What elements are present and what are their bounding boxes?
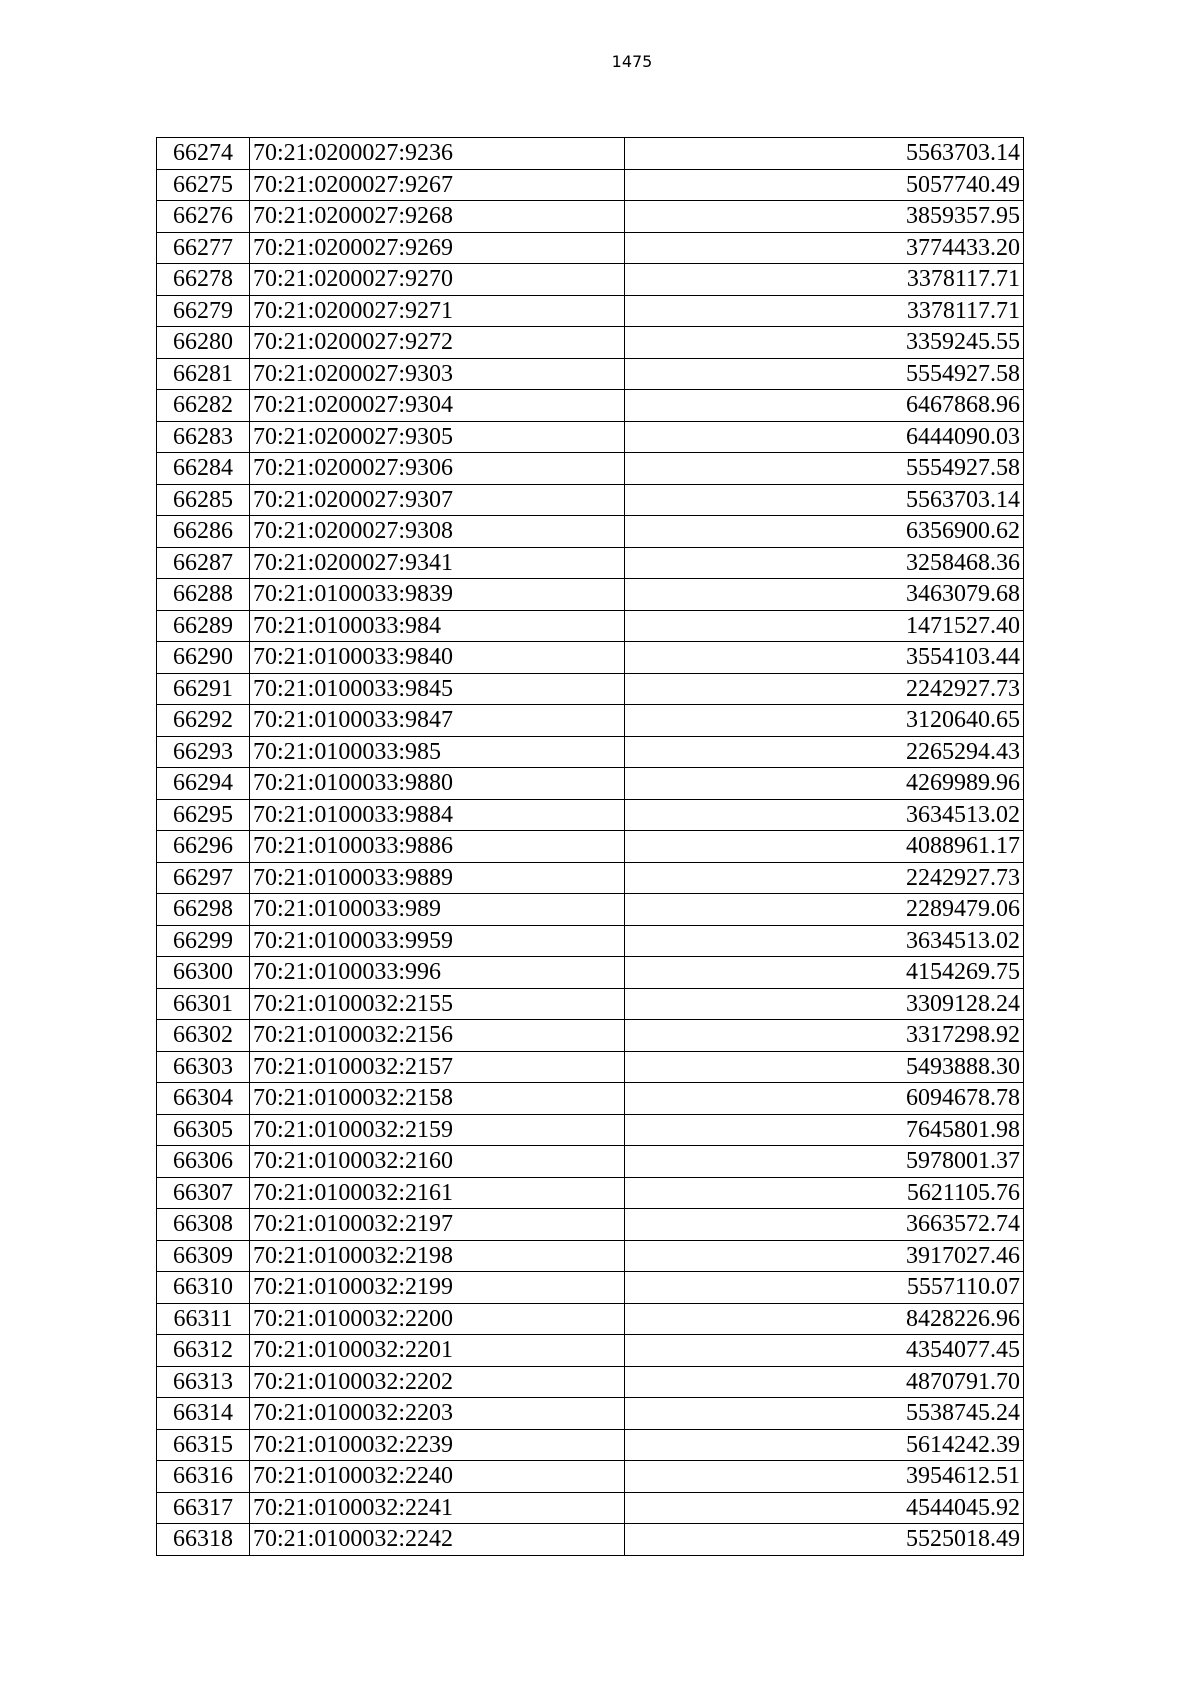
cadastral-value-cell: 3120640.65 <box>625 705 1024 737</box>
table-row <box>157 295 1024 327</box>
cadastral-value-cell: 5563703.14 <box>625 138 1024 170</box>
cadastral-number-cell: 70:21:0100032:2203 <box>250 1398 625 1430</box>
row-number-cell: 66298 <box>157 894 250 926</box>
cadastral-number-cell: 70:21:0200027:9272 <box>250 327 625 359</box>
cadastral-value-cell: 4088961.17 <box>625 831 1024 863</box>
cadastral-value-cell: 5493888.30 <box>625 1051 1024 1083</box>
row-number-cell: 66318 <box>157 1524 250 1556</box>
row-number-cell: 66312 <box>157 1335 250 1367</box>
row-number-cell: 66284 <box>157 453 250 485</box>
cadastral-value-cell: 3317298.92 <box>625 1020 1024 1052</box>
row-number-cell: 66294 <box>157 768 250 800</box>
cadastral-number-cell: 70:21:0100033:9886 <box>250 831 625 863</box>
cadastral-number-cell: 70:21:0100033:984 <box>250 610 625 642</box>
row-number-cell: 66291 <box>157 673 250 705</box>
row-number-cell: 66282 <box>157 390 250 422</box>
row-number-cell: 66305 <box>157 1114 250 1146</box>
cadastral-number-cell: 70:21:0100033:989 <box>250 894 625 926</box>
table-row <box>157 1398 1024 1430</box>
table-row <box>157 862 1024 894</box>
cadastral-number-cell: 70:21:0100033:9884 <box>250 799 625 831</box>
cadastral-value-cell: 4269989.96 <box>625 768 1024 800</box>
cadastral-value-cell: 3634513.02 <box>625 799 1024 831</box>
cadastral-number-cell: 70:21:0100032:2155 <box>250 988 625 1020</box>
cadastral-number-cell: 70:21:0100033:9839 <box>250 579 625 611</box>
cadastral-number-cell: 70:21:0200027:9303 <box>250 358 625 390</box>
table-row <box>157 169 1024 201</box>
row-number-cell: 66313 <box>157 1366 250 1398</box>
cadastral-number-cell: 70:21:0200027:9306 <box>250 453 625 485</box>
table-row <box>157 988 1024 1020</box>
cadastral-value-cell: 2242927.73 <box>625 673 1024 705</box>
row-number-cell: 66281 <box>157 358 250 390</box>
row-number-cell: 66317 <box>157 1492 250 1524</box>
cadastral-number-cell: 70:21:0100032:2242 <box>250 1524 625 1556</box>
row-number-cell: 66302 <box>157 1020 250 1052</box>
table-row <box>157 642 1024 674</box>
table-row <box>157 1429 1024 1461</box>
cadastral-value-cell: 2242927.73 <box>625 862 1024 894</box>
cadastral-value-cell: 3359245.55 <box>625 327 1024 359</box>
row-number-cell: 66278 <box>157 264 250 296</box>
row-number-cell: 66296 <box>157 831 250 863</box>
table-row <box>157 358 1024 390</box>
row-number-cell: 66286 <box>157 516 250 548</box>
row-number-cell: 66304 <box>157 1083 250 1115</box>
cadastral-value-cell: 5563703.14 <box>625 484 1024 516</box>
cadastral-value-cell: 8428226.96 <box>625 1303 1024 1335</box>
table-body <box>157 138 1024 1556</box>
cadastral-number-cell: 70:21:0100032:2240 <box>250 1461 625 1493</box>
cadastral-value-cell: 3378117.71 <box>625 264 1024 296</box>
cadastral-value-cell: 6467868.96 <box>625 390 1024 422</box>
table-row <box>157 264 1024 296</box>
cadastral-number-cell: 70:21:0100032:2160 <box>250 1146 625 1178</box>
table-row <box>157 484 1024 516</box>
table-row <box>157 232 1024 264</box>
cadastral-value-cell: 6094678.78 <box>625 1083 1024 1115</box>
page-number: 1475 <box>611 52 653 71</box>
row-number-cell: 66285 <box>157 484 250 516</box>
cadastral-value-cell: 4544045.92 <box>625 1492 1024 1524</box>
cadastral-number-cell: 70:21:0200027:9271 <box>250 295 625 327</box>
cadastral-value-cell: 3917027.46 <box>625 1240 1024 1272</box>
cadastral-value-cell: 3634513.02 <box>625 925 1024 957</box>
cadastral-number-cell: 70:21:0100032:2200 <box>250 1303 625 1335</box>
cadastral-value-cell: 3554103.44 <box>625 642 1024 674</box>
table-row <box>157 1240 1024 1272</box>
cadastral-value-cell: 5614242.39 <box>625 1429 1024 1461</box>
cadastral-number-cell: 70:21:0200027:9269 <box>250 232 625 264</box>
cadastral-number-cell: 70:21:0200027:9307 <box>250 484 625 516</box>
table-row <box>157 1303 1024 1335</box>
cadastral-number-cell: 70:21:0100032:2239 <box>250 1429 625 1461</box>
table-row <box>157 1083 1024 1115</box>
row-number-cell: 66275 <box>157 169 250 201</box>
row-number-cell: 66306 <box>157 1146 250 1178</box>
row-number-cell: 66309 <box>157 1240 250 1272</box>
table-row <box>157 327 1024 359</box>
table-row <box>157 768 1024 800</box>
cadastral-number-cell: 70:21:0100033:9889 <box>250 862 625 894</box>
cadastral-number-cell: 70:21:0200027:9268 <box>250 201 625 233</box>
table-row <box>157 673 1024 705</box>
cadastral-number-cell: 70:21:0100032:2198 <box>250 1240 625 1272</box>
cadastral-value-cell: 5554927.58 <box>625 453 1024 485</box>
table-row <box>157 1177 1024 1209</box>
cadastral-number-cell: 70:21:0100033:9840 <box>250 642 625 674</box>
cadastral-number-cell: 70:21:0100032:2241 <box>250 1492 625 1524</box>
table-row <box>157 1272 1024 1304</box>
row-number-cell: 66301 <box>157 988 250 1020</box>
cadastral-value-cell: 6356900.62 <box>625 516 1024 548</box>
cadastral-number-cell: 70:21:0200027:9305 <box>250 421 625 453</box>
table-row <box>157 831 1024 863</box>
table-row <box>157 1020 1024 1052</box>
row-number-cell: 66300 <box>157 957 250 989</box>
cadastral-number-cell: 70:21:0100033:996 <box>250 957 625 989</box>
cadastral-number-cell: 70:21:0100033:9880 <box>250 768 625 800</box>
row-number-cell: 66277 <box>157 232 250 264</box>
row-number-cell: 66314 <box>157 1398 250 1430</box>
table-row <box>157 138 1024 170</box>
table-row <box>157 1209 1024 1241</box>
row-number-cell: 66287 <box>157 547 250 579</box>
row-number-cell: 66299 <box>157 925 250 957</box>
cadastral-number-cell: 70:21:0100033:9847 <box>250 705 625 737</box>
table-row <box>157 390 1024 422</box>
row-number-cell: 66316 <box>157 1461 250 1493</box>
row-number-cell: 66311 <box>157 1303 250 1335</box>
cadastral-value-cell: 1471527.40 <box>625 610 1024 642</box>
cadastral-value-cell: 3663572.74 <box>625 1209 1024 1241</box>
cadastral-number-cell: 70:21:0200027:9270 <box>250 264 625 296</box>
cadastral-number-cell: 70:21:0100032:2197 <box>250 1209 625 1241</box>
row-number-cell: 66303 <box>157 1051 250 1083</box>
row-number-cell: 66283 <box>157 421 250 453</box>
cadastral-value-cell: 2265294.43 <box>625 736 1024 768</box>
row-number-cell: 66289 <box>157 610 250 642</box>
cadastral-value-cell: 3258468.36 <box>625 547 1024 579</box>
row-number-cell: 66292 <box>157 705 250 737</box>
row-number-cell: 66276 <box>157 201 250 233</box>
cadastral-value-cell: 5525018.49 <box>625 1524 1024 1556</box>
cadastral-value-cell: 5978001.37 <box>625 1146 1024 1178</box>
cadastral-value-cell: 7645801.98 <box>625 1114 1024 1146</box>
row-number-cell: 66288 <box>157 579 250 611</box>
table-row <box>157 736 1024 768</box>
cadastral-value-cell: 5554927.58 <box>625 358 1024 390</box>
cadastral-number-cell: 70:21:0100032:2159 <box>250 1114 625 1146</box>
cadastral-number-cell: 70:21:0100032:2156 <box>250 1020 625 1052</box>
cadastral-value-cell: 4354077.45 <box>625 1335 1024 1367</box>
row-number-cell: 66293 <box>157 736 250 768</box>
cadastral-value-cell: 6444090.03 <box>625 421 1024 453</box>
cadastral-value-cell: 3378117.71 <box>625 295 1024 327</box>
cadastral-number-cell: 70:21:0200027:9236 <box>250 138 625 170</box>
table-row <box>157 705 1024 737</box>
cadastral-value-cell: 4154269.75 <box>625 957 1024 989</box>
table-row <box>157 1146 1024 1178</box>
cadastral-number-cell: 70:21:0100032:2157 <box>250 1051 625 1083</box>
row-number-cell: 66290 <box>157 642 250 674</box>
cadastral-number-cell: 70:21:0100032:2161 <box>250 1177 625 1209</box>
table-row <box>157 1335 1024 1367</box>
cadastral-value-cell: 5057740.49 <box>625 169 1024 201</box>
cadastral-value-cell: 3954612.51 <box>625 1461 1024 1493</box>
table-row <box>157 516 1024 548</box>
cadastral-value-cell: 4870791.70 <box>625 1366 1024 1398</box>
table-row <box>157 1524 1024 1556</box>
cadastral-number-cell: 70:21:0100032:2199 <box>250 1272 625 1304</box>
cadastral-value-cell: 5538745.24 <box>625 1398 1024 1430</box>
table-row <box>157 1366 1024 1398</box>
table-row <box>157 1051 1024 1083</box>
row-number-cell: 66274 <box>157 138 250 170</box>
row-number-cell: 66297 <box>157 862 250 894</box>
cadastral-number-cell: 70:21:0200027:9267 <box>250 169 625 201</box>
table-row <box>157 1492 1024 1524</box>
table-row <box>157 957 1024 989</box>
cadastral-value-cell: 5621105.76 <box>625 1177 1024 1209</box>
cadastral-number-cell: 70:21:0100032:2201 <box>250 1335 625 1367</box>
cadastral-value-cell: 2289479.06 <box>625 894 1024 926</box>
cadastral-number-cell: 70:21:0200027:9341 <box>250 547 625 579</box>
cadastral-value-cell: 3309128.24 <box>625 988 1024 1020</box>
row-number-cell: 66279 <box>157 295 250 327</box>
row-number-cell: 66315 <box>157 1429 250 1461</box>
table-row <box>157 799 1024 831</box>
table-row <box>157 610 1024 642</box>
row-number-cell: 66280 <box>157 327 250 359</box>
cadastral-value-cell: 3859357.95 <box>625 201 1024 233</box>
table-row <box>157 1114 1024 1146</box>
cadastral-number-cell: 70:21:0200027:9308 <box>250 516 625 548</box>
table-row <box>157 925 1024 957</box>
cadastral-number-cell: 70:21:0100033:985 <box>250 736 625 768</box>
row-number-cell: 66295 <box>157 799 250 831</box>
table-row <box>157 894 1024 926</box>
cadastral-number-cell: 70:21:0100033:9959 <box>250 925 625 957</box>
table-row <box>157 1461 1024 1493</box>
table-row <box>157 547 1024 579</box>
table-row <box>157 201 1024 233</box>
cadastral-value-cell: 5557110.07 <box>625 1272 1024 1304</box>
cadastral-number-cell: 70:21:0200027:9304 <box>250 390 625 422</box>
cadastral-number-cell: 70:21:0100032:2158 <box>250 1083 625 1115</box>
cadastral-number-cell: 70:21:0100033:9845 <box>250 673 625 705</box>
row-number-cell: 66308 <box>157 1209 250 1241</box>
cadastral-value-table <box>156 137 1024 1556</box>
table-row <box>157 453 1024 485</box>
row-number-cell: 66310 <box>157 1272 250 1304</box>
table-row <box>157 579 1024 611</box>
cadastral-number-cell: 70:21:0100032:2202 <box>250 1366 625 1398</box>
table-row <box>157 421 1024 453</box>
cadastral-value-cell: 3463079.68 <box>625 579 1024 611</box>
cadastral-value-cell: 3774433.20 <box>625 232 1024 264</box>
row-number-cell: 66307 <box>157 1177 250 1209</box>
